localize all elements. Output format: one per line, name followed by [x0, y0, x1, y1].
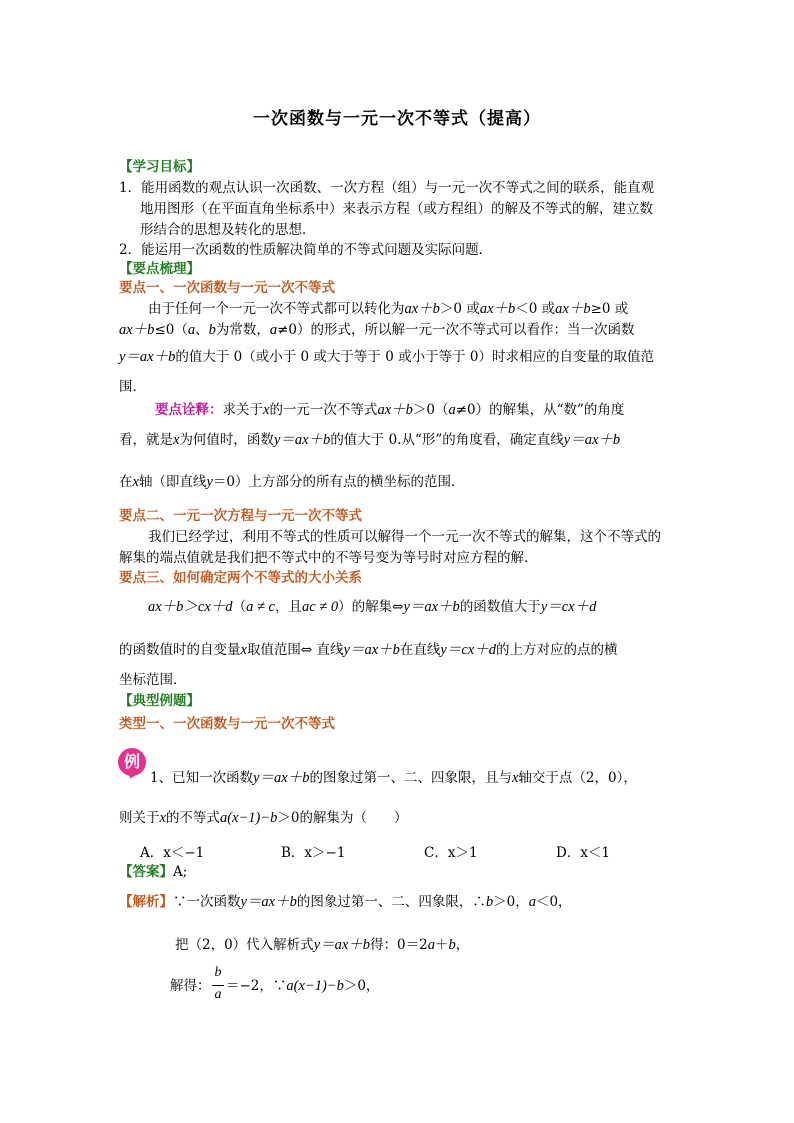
point-2-title: 要点二、一元一次方程与一元一次不等式: [119, 508, 362, 524]
question-line-2: 则关于x的不等式a(x−1)−b＞0的解集为（ ）: [119, 810, 408, 826]
option-a: A．x＜−1: [140, 845, 205, 861]
analysis-line-2: 把（2，0）代入解析式y＝ax＋b得：0＝2a＋b，: [175, 937, 470, 953]
example-badge: 例: [118, 748, 146, 776]
analysis-line-1: 【解析】∵一次函数y＝ax＋b的图象过第一、二、四象限，∴b＞0，a＜0，: [119, 894, 572, 910]
examples-header: 【典型例题】: [119, 693, 200, 709]
point-1-line-2: ax＋b≤0（a、b为常数，a≠0）的形式，所以解一元一次不等式可以看作：当一次函数: [119, 322, 635, 338]
explanation-line-3: 在x轴（即直线y＝0）上方部分的所有点的横坐标的范围．: [119, 474, 465, 490]
fraction-numerator: b: [214, 965, 222, 980]
fraction-denominator: a: [214, 987, 222, 1002]
explanation-line-1: 要点诠释：求关于x的一元一次不等式ax＋b＞0（a≠0）的解集，从“数”的角度: [155, 402, 625, 418]
type-1-title: 类型一、一次函数与一元一次不等式: [119, 716, 335, 732]
goal-1-line-1: 1．能用函数的观点认识一次函数、一次方程（组）与一元一次不等式之间的联系，能直观: [119, 180, 655, 196]
point-3-title: 要点三、如何确定两个不等式的大小关系: [119, 570, 362, 586]
goals-header: 【学习目标】: [119, 159, 200, 175]
point-3-line-3: 坐标范围．: [119, 672, 187, 688]
goal-1-line-2: 地用图形（在平面直角坐标系中）来表示方程（或方程组）的解及不等式的解，建立数: [140, 201, 653, 217]
explanation-line-2: 看，就是x为何值时，函数y＝ax＋b的值大于 0.从“形”的角度看，确定直线y＝ax＋b: [119, 432, 621, 448]
point-1-line-1: 由于任何一个一元一次不等式都可以转化为ax＋b＞0 或ax＋b＜0 或ax＋b≥0 或: [148, 301, 629, 317]
point-1-line-4: 围．: [119, 379, 146, 395]
analysis-line-3: ＝−2，∵a(x−1)−b＞0，: [226, 978, 380, 994]
goal-1-line-3: 形结合的思想及转化的思想．: [140, 222, 316, 238]
point-1-title: 要点一、一次函数与一元一次不等式: [119, 280, 335, 296]
point-3-line-2: 的函数值时的自变量x取值范围⇔ 直线y＝ax＋b在直线y＝cx＋d的上方对应的点的横: [119, 642, 618, 658]
option-c: C．x＞1: [424, 845, 478, 861]
points-header: 【要点梳理】: [119, 261, 200, 277]
point-2-line-2: 解集的端点值就是我们把不等式中的不等号变为等号时对应方程的解．: [119, 550, 538, 566]
point-1-line-3: y＝ax＋b的值大于 0（或小于 0 或大于等于 0 或小于等于 0）时求相应的自变量的取值范: [119, 349, 654, 365]
page-title: 一次函数与一元一次不等式（提高）: [253, 109, 541, 129]
fraction-bar: [212, 985, 224, 986]
analysis-line-3-label: 解得：: [170, 978, 211, 994]
point-3-line-1: ax＋b＞cx＋d（a ≠ c，且ac ≠ 0）的解集⇔y＝ax＋b的函数值大于y＝cx＋d: [148, 599, 597, 615]
goal-2: 2．能运用一次函数的性质解决简单的不等式问题及实际问题．: [119, 242, 493, 258]
point-2-line-1: 我们已经学过，利用不等式的性质可以解得一个一元一次不等式的解集，这个不等式的: [148, 529, 661, 545]
answer-line: 【答案】A;: [119, 864, 188, 880]
option-b: B．x＞−1: [281, 845, 346, 861]
option-d: D．x＜1: [556, 845, 611, 861]
question-line-1: 1、已知一次函数y＝ax＋b的图象过第一、二、四象限，且与x轴交于点（2，0），: [150, 770, 637, 786]
